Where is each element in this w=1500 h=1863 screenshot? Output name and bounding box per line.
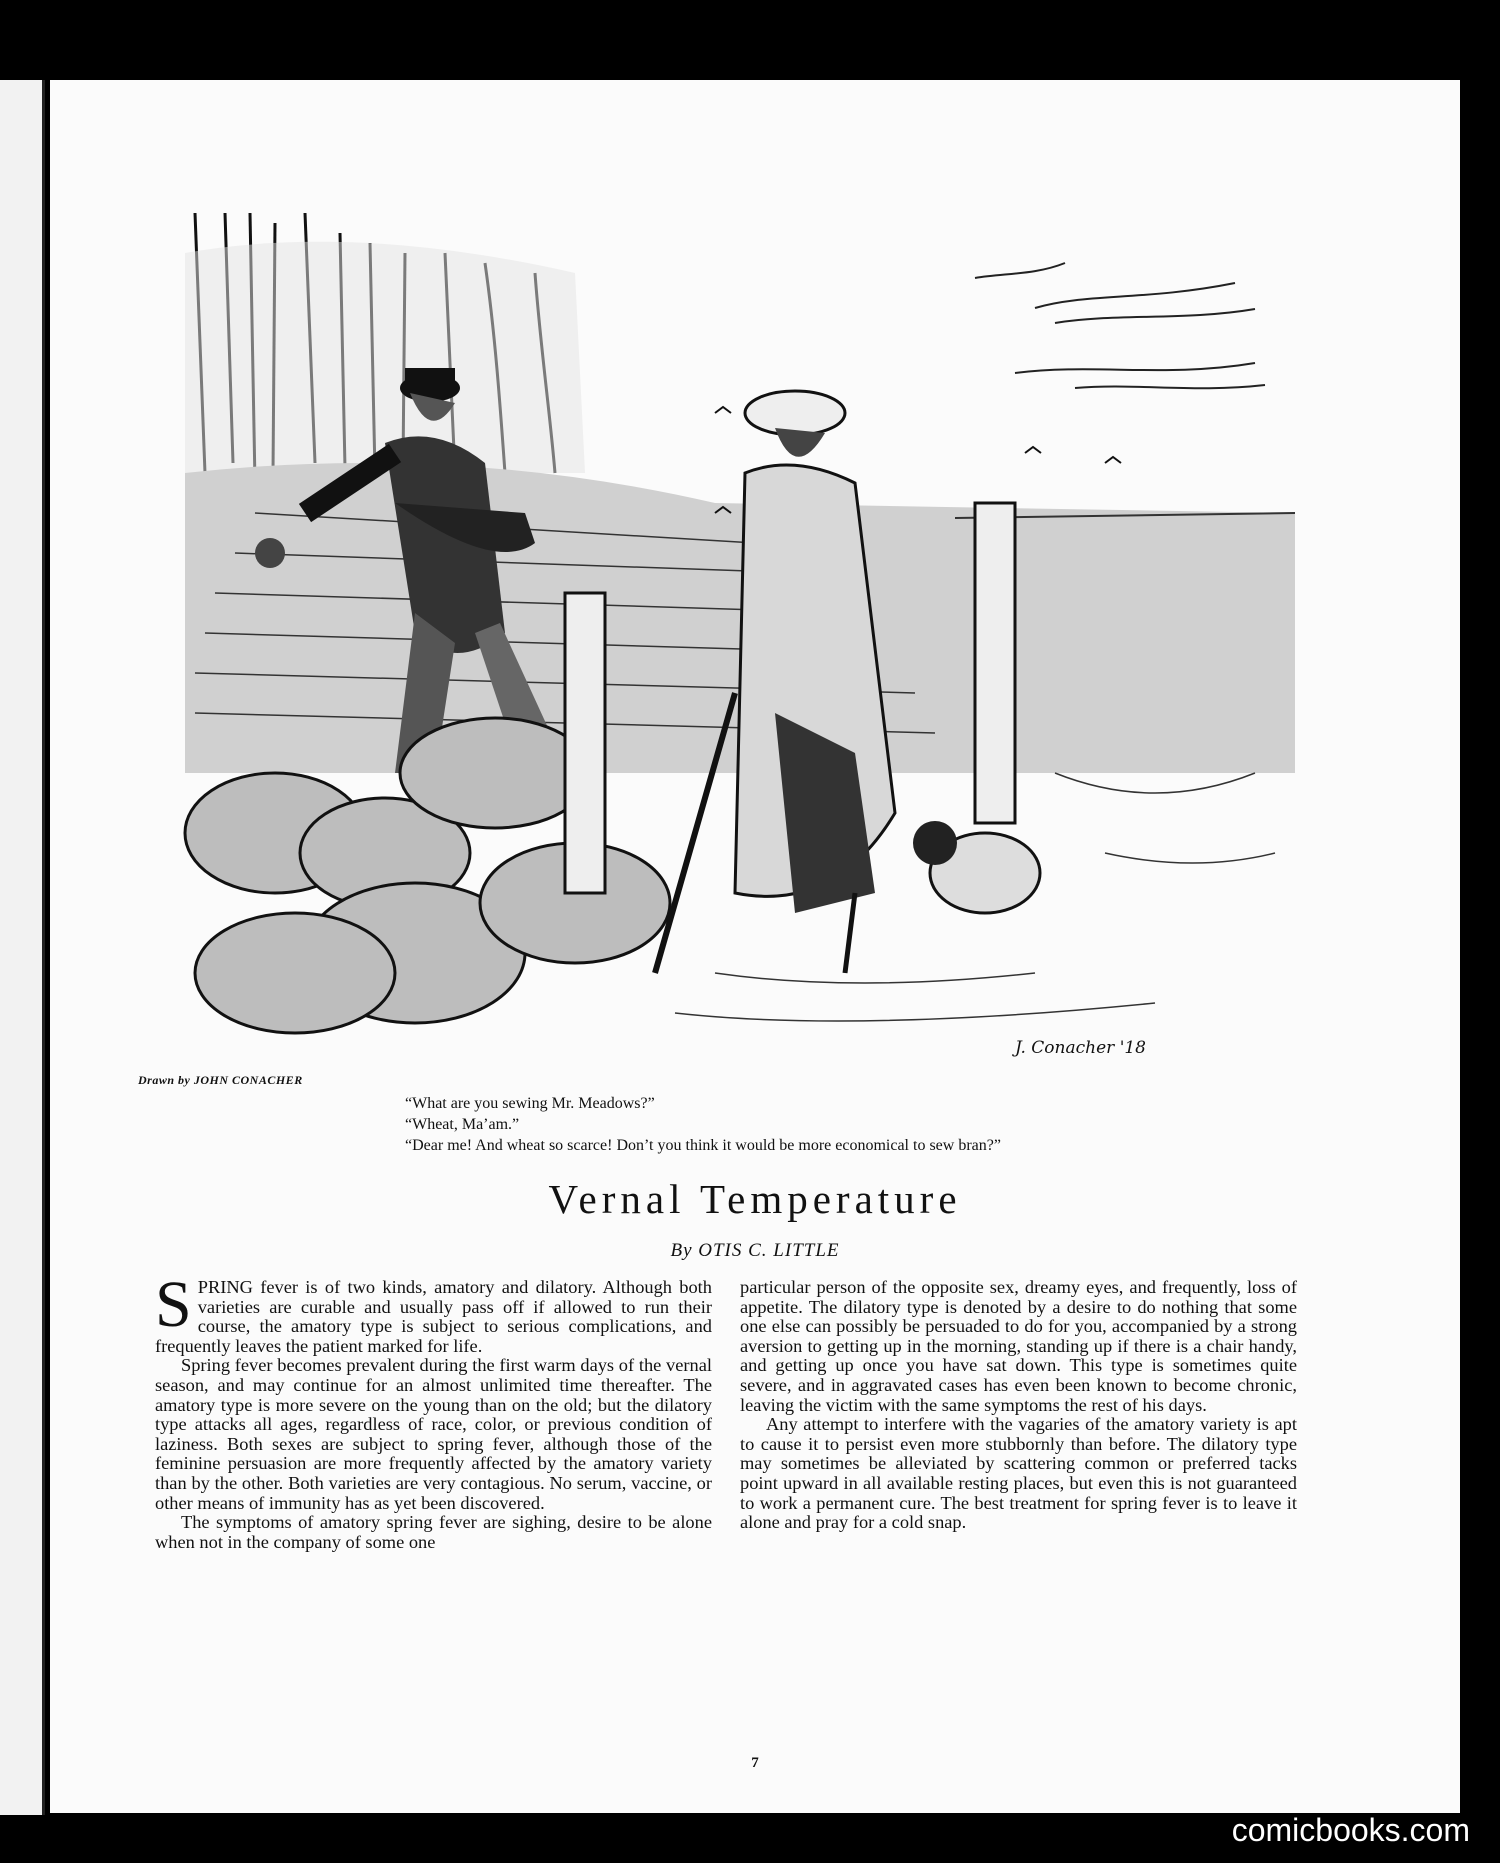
drop-cap: S xyxy=(155,1268,192,1341)
illustration-credit: Drawn by JOHN CONACHER xyxy=(138,1073,303,1087)
article-byline: By OTIS C. LITTLE xyxy=(670,1240,840,1261)
caption-line: “Wheat, Ma’am.” xyxy=(405,1116,520,1133)
page-number: 7 xyxy=(751,1755,759,1771)
article-column-left xyxy=(155,1268,712,1552)
illustration-farmer-sowing xyxy=(155,213,1315,1068)
article-title: Vernal Temperature xyxy=(548,1176,962,1222)
artist-signature: J. Conacher '18 xyxy=(1015,1038,1146,1058)
previous-page-edge xyxy=(0,80,45,1815)
paragraph: Spring fever becomes prevalent during the first warm days of the vernal season, and may continue for an almost unlimited time thereafter. The amatory type is more severe on the young than on the old; but the dilatory type attacks all ages, regardless of race, color, or previous condition of laziness. Both sexes are subject to spring fever, although those of the feminine persuasion are more frequently affected by the amatory variety than by the other. Both varieties are very contagious. No serum, vaccine, or other means of immunity has as yet been discovered. xyxy=(155,1355,712,1513)
caption-line: “What are you sewing Mr. Meadows?” xyxy=(405,1095,655,1112)
paragraph: particular person of the opposite sex, dreamy eyes, and frequently, loss of appetite. The dilatory type is denoted by a desire to do nothing that some one else can possibly be persuaded to do for you, accompanied by a strong aversion to getting up in the morning, standing up if there is a chair handy, and getting up once you have sat down. This type is sometimes quite severe, and in aggravated cases has even been known to become chronic, leaving the victim with the same symptoms the rest of his days. xyxy=(740,1277,1297,1415)
watermark: comicbooks.com xyxy=(1231,1812,1470,1848)
paragraph: SPRING fever is of two kinds, amatory and dilatory. Although both varieties are curable and usually pass off if allowed to run their course, the amatory type is subject to serious complications, and frequently leaves the patient marked for life. xyxy=(155,1268,712,1356)
pen-drawing xyxy=(155,213,1315,1068)
article-column-right xyxy=(740,1278,1297,1533)
illustration-caption xyxy=(405,1093,1001,1156)
paragraph: The symptoms of amatory spring fever are sighing, desire to be alone when not in the company of some one xyxy=(155,1512,712,1552)
caption-line: “Dear me! And wheat so scarce! Don’t you think it would be more economical to sew bran?” xyxy=(405,1137,1001,1154)
paragraph: Any attempt to interfere with the vagaries of the amatory variety is apt to cause it to persist even more stubbornly than before. The dilatory type may sometimes be alleviated by scattering common or preferred tacks point upward in all available resting places, but even this is not guaranteed to work a permanent cure. The best treatment for spring fever is to leave it alone and pray for a cold snap. xyxy=(740,1414,1297,1533)
magazine-page xyxy=(50,80,1460,1813)
